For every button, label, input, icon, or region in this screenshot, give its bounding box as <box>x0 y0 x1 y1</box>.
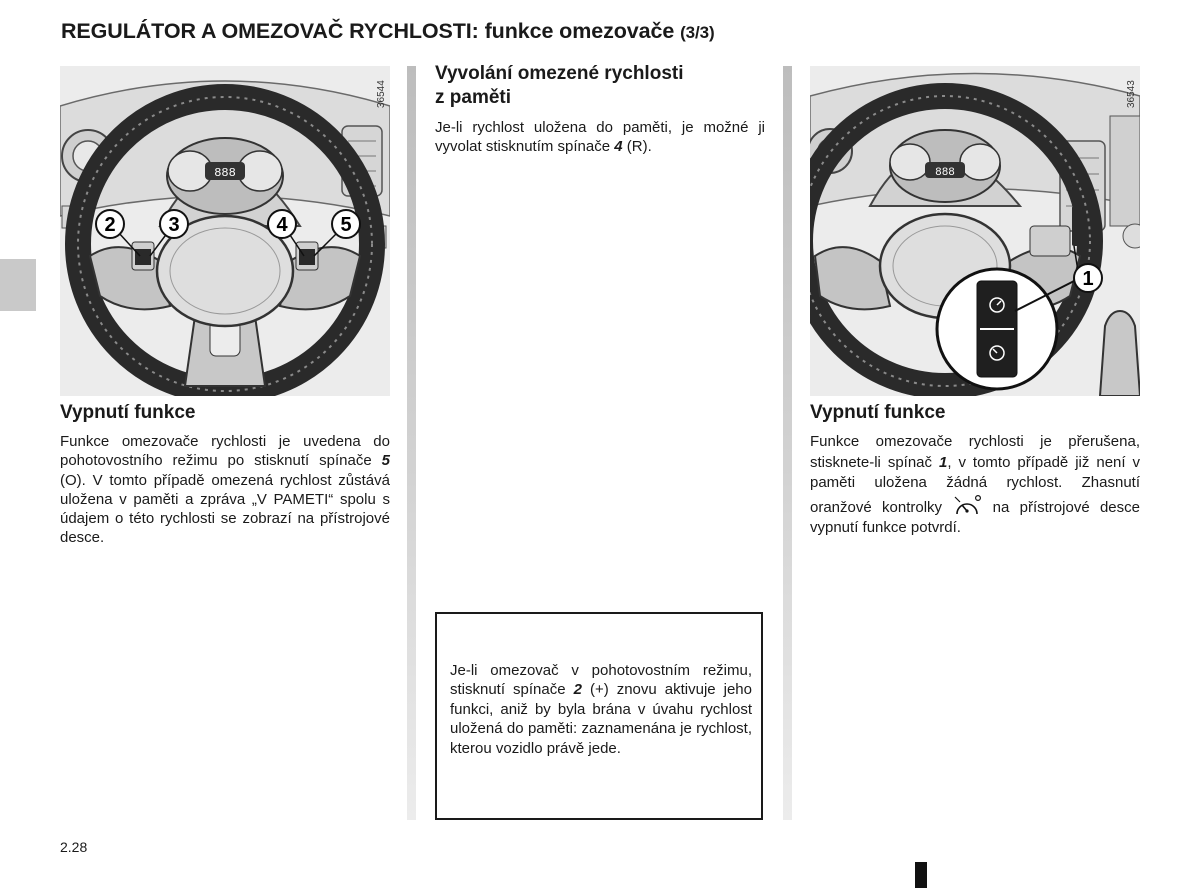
note-text: Je-li omezovač v pohotovostním režimu, stisknutí spínače 2 (+) znovu aktivuje jeho funkci, aniž by byla brána v úvahu rychlost uložená do paměti: zaznamenána je rychlost, kterou vozidlo právě jede. <box>450 662 752 757</box>
speed-limiter-icon <box>952 494 982 518</box>
switch-ref-5: 5 <box>381 452 390 470</box>
page-end-mark <box>915 862 927 888</box>
note-box <box>435 612 763 820</box>
left-body-text: Funkce omezovače rychlosti je uvedena do pohotovostního režimu po stisknutí spínače 5 (O). V tomto případě omezená rychlost zůstává uložena v paměti a zpráva „V PAMETI“ spolu s údajem o této rychlosti se zobrazí na přístrojové desce. <box>60 433 390 547</box>
column-divider-right <box>783 66 792 820</box>
callout-2: 2 <box>104 214 116 236</box>
dash-display-text-right: 888 <box>935 167 955 179</box>
dash-display-text: 888 <box>214 166 236 180</box>
switch-ref-1: 1 <box>938 453 948 471</box>
callout-4: 4 <box>276 214 288 236</box>
chapter-side-tab <box>0 259 36 311</box>
steering-wheel-illustration <box>60 66 390 396</box>
callout-3: 3 <box>168 214 180 236</box>
title-page-part: (3/3) <box>680 23 715 42</box>
page-title <box>61 19 715 44</box>
steering-wheel-switch-drawing <box>810 66 1140 396</box>
figure-number: 36544 <box>376 80 387 108</box>
page-number: 2.28 <box>60 839 88 855</box>
right-heading: Vypnutí funkce <box>810 402 946 423</box>
figure-number-right: 36543 <box>1126 80 1137 108</box>
column-divider-left <box>407 66 416 820</box>
right-body-text: Funkce omezovače rychlosti je přerušena, stisknete-li spínač 1, v tomto případě již není v paměti uložena žádná rychlost. Zhasnutí oranžové kontrolky na přístrojové desce vypnutí funkce potvrdí. <box>810 433 1141 537</box>
callout-1: 1 <box>1082 268 1094 290</box>
steering-wheel-switch-illustration <box>810 66 1140 396</box>
steering-wheel-drawing <box>60 66 390 396</box>
switch-ref-4: 4 <box>614 138 623 156</box>
middle-body-text: Je-li rychlost uložena do paměti, je možné ji vyvolat stisknutím spínače 4 (R). <box>435 119 765 156</box>
left-heading: Vypnutí funkce <box>60 402 196 423</box>
switch-ref-2: 2 <box>573 681 582 699</box>
middle-heading: Vyvolání omezené rychlosti z paměti <box>435 63 684 108</box>
title-text: REGULÁTOR A OMEZOVAČ RYCHLOSTI: funkce omezovače <box>61 19 675 43</box>
callout-5: 5 <box>340 214 352 236</box>
